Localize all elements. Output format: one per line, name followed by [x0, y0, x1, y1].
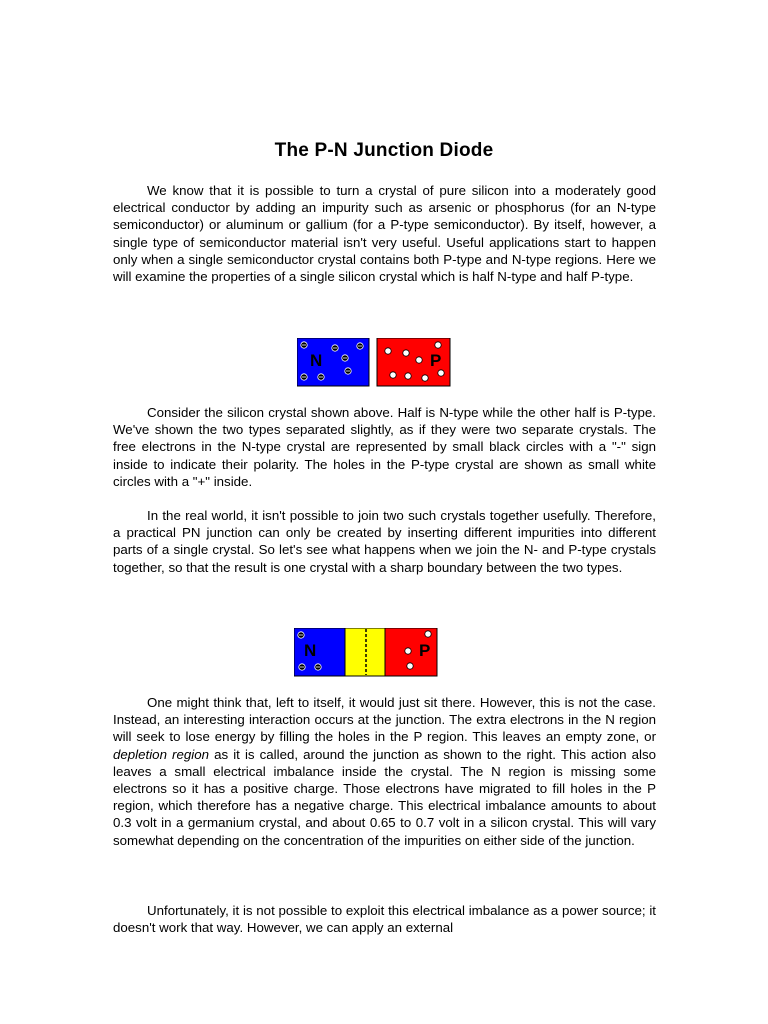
paragraph-depletion [113, 694, 656, 849]
depletion-region [345, 628, 385, 676]
depletion-region-term: depletion region [113, 746, 210, 762]
electron-icon [299, 664, 305, 670]
electron-icon [301, 342, 307, 348]
hole-icon [435, 342, 441, 348]
electron-icon [318, 374, 324, 380]
p-region-label: P [419, 641, 431, 660]
paragraph-consider: Consider the silicon crystal shown above. Half is N-type while the other half is P-type. We've shown the two types separated slightly, as if they were two separate crystals. The free electrons in the N-type crystal are represented by small black circles with a "-" sign inside to indicate their polarity. The holes in the P-type crystal are shown as small white circles with a "+" inside. [113, 405, 656, 489]
n-region-label: N [310, 351, 323, 370]
hole-icon [405, 648, 411, 654]
hole-icon [390, 372, 396, 378]
p-region-label: P [430, 351, 442, 370]
figure-separated-crystals [297, 338, 451, 387]
n-region-label: N [304, 641, 317, 660]
hole-icon [385, 348, 391, 354]
figure-joined-crystal [294, 628, 439, 678]
electron-icon [345, 368, 351, 374]
paragraph-real-world: In the real world, it isn't possible to join two such crystals together usefully. Therefore, a practical PN junction can only be created by inserting different impurities into different parts of a single crystal. So let's see what happens when we join the N- and P-type crystals together, so that the result is one crystal with a sharp boundary between the two types. [113, 508, 656, 575]
hole-icon [438, 370, 444, 376]
electron-icon [342, 355, 348, 361]
hole-icon [422, 375, 428, 381]
paragraph-intro: We know that it is possible to turn a crystal of pure silicon into a moderately good electrical conductor by adding an impurity such as arsenic or phosphorus (for an N-type semiconductor) or aluminum or gallium (for a P-type semiconductor). By itself, however, a single type of semiconductor material isn't very useful. Useful applications start to happen only when a single semiconductor crystal contains both P-type and N-type regions. Here we will examine the properties of a single silicon crystal which is half N-type and half P-type. [113, 183, 656, 285]
hole-icon [425, 631, 431, 637]
electron-icon [315, 664, 321, 670]
electron-icon [357, 343, 363, 349]
hole-icon [407, 663, 413, 669]
hole-icon [405, 373, 411, 379]
paragraph-depletion-start: One might think that, left to itself, it would just sit there. However, this is not the case. Instead, an interesting interaction occurs at the junction. The extra electrons in the N region will seek to lose energy by filling the holes in the P region. This leaves an empty zone, or [113, 695, 656, 745]
page-title: The P-N Junction Diode [274, 140, 494, 161]
hole-icon [403, 350, 409, 356]
paragraph-unfortunately: Unfortunately, it is not possible to exploit this electrical imbalance as a power source; it doesn't work that way. However, we can apply an external [113, 903, 656, 936]
paragraph-depletion-end: as it is called, around the junction as shown to the right. This action also leaves a small electrical imbalance inside the crystal. The N region is missing some electrons so it has a positive charge. Those electrons have migrated to fill holes in the P region, which therefore has a negative charge. This electrical imbalance amounts to about 0.3 volt in a germanium crystal, and about 0.65 to 0.7 volt in a silicon crystal. This will vary somewhat depending on the concentration of the impurities on either side of the junction. [113, 746, 656, 848]
electron-icon [332, 345, 338, 351]
electron-icon [298, 632, 304, 638]
electron-icon [301, 374, 307, 380]
hole-icon [416, 357, 422, 363]
